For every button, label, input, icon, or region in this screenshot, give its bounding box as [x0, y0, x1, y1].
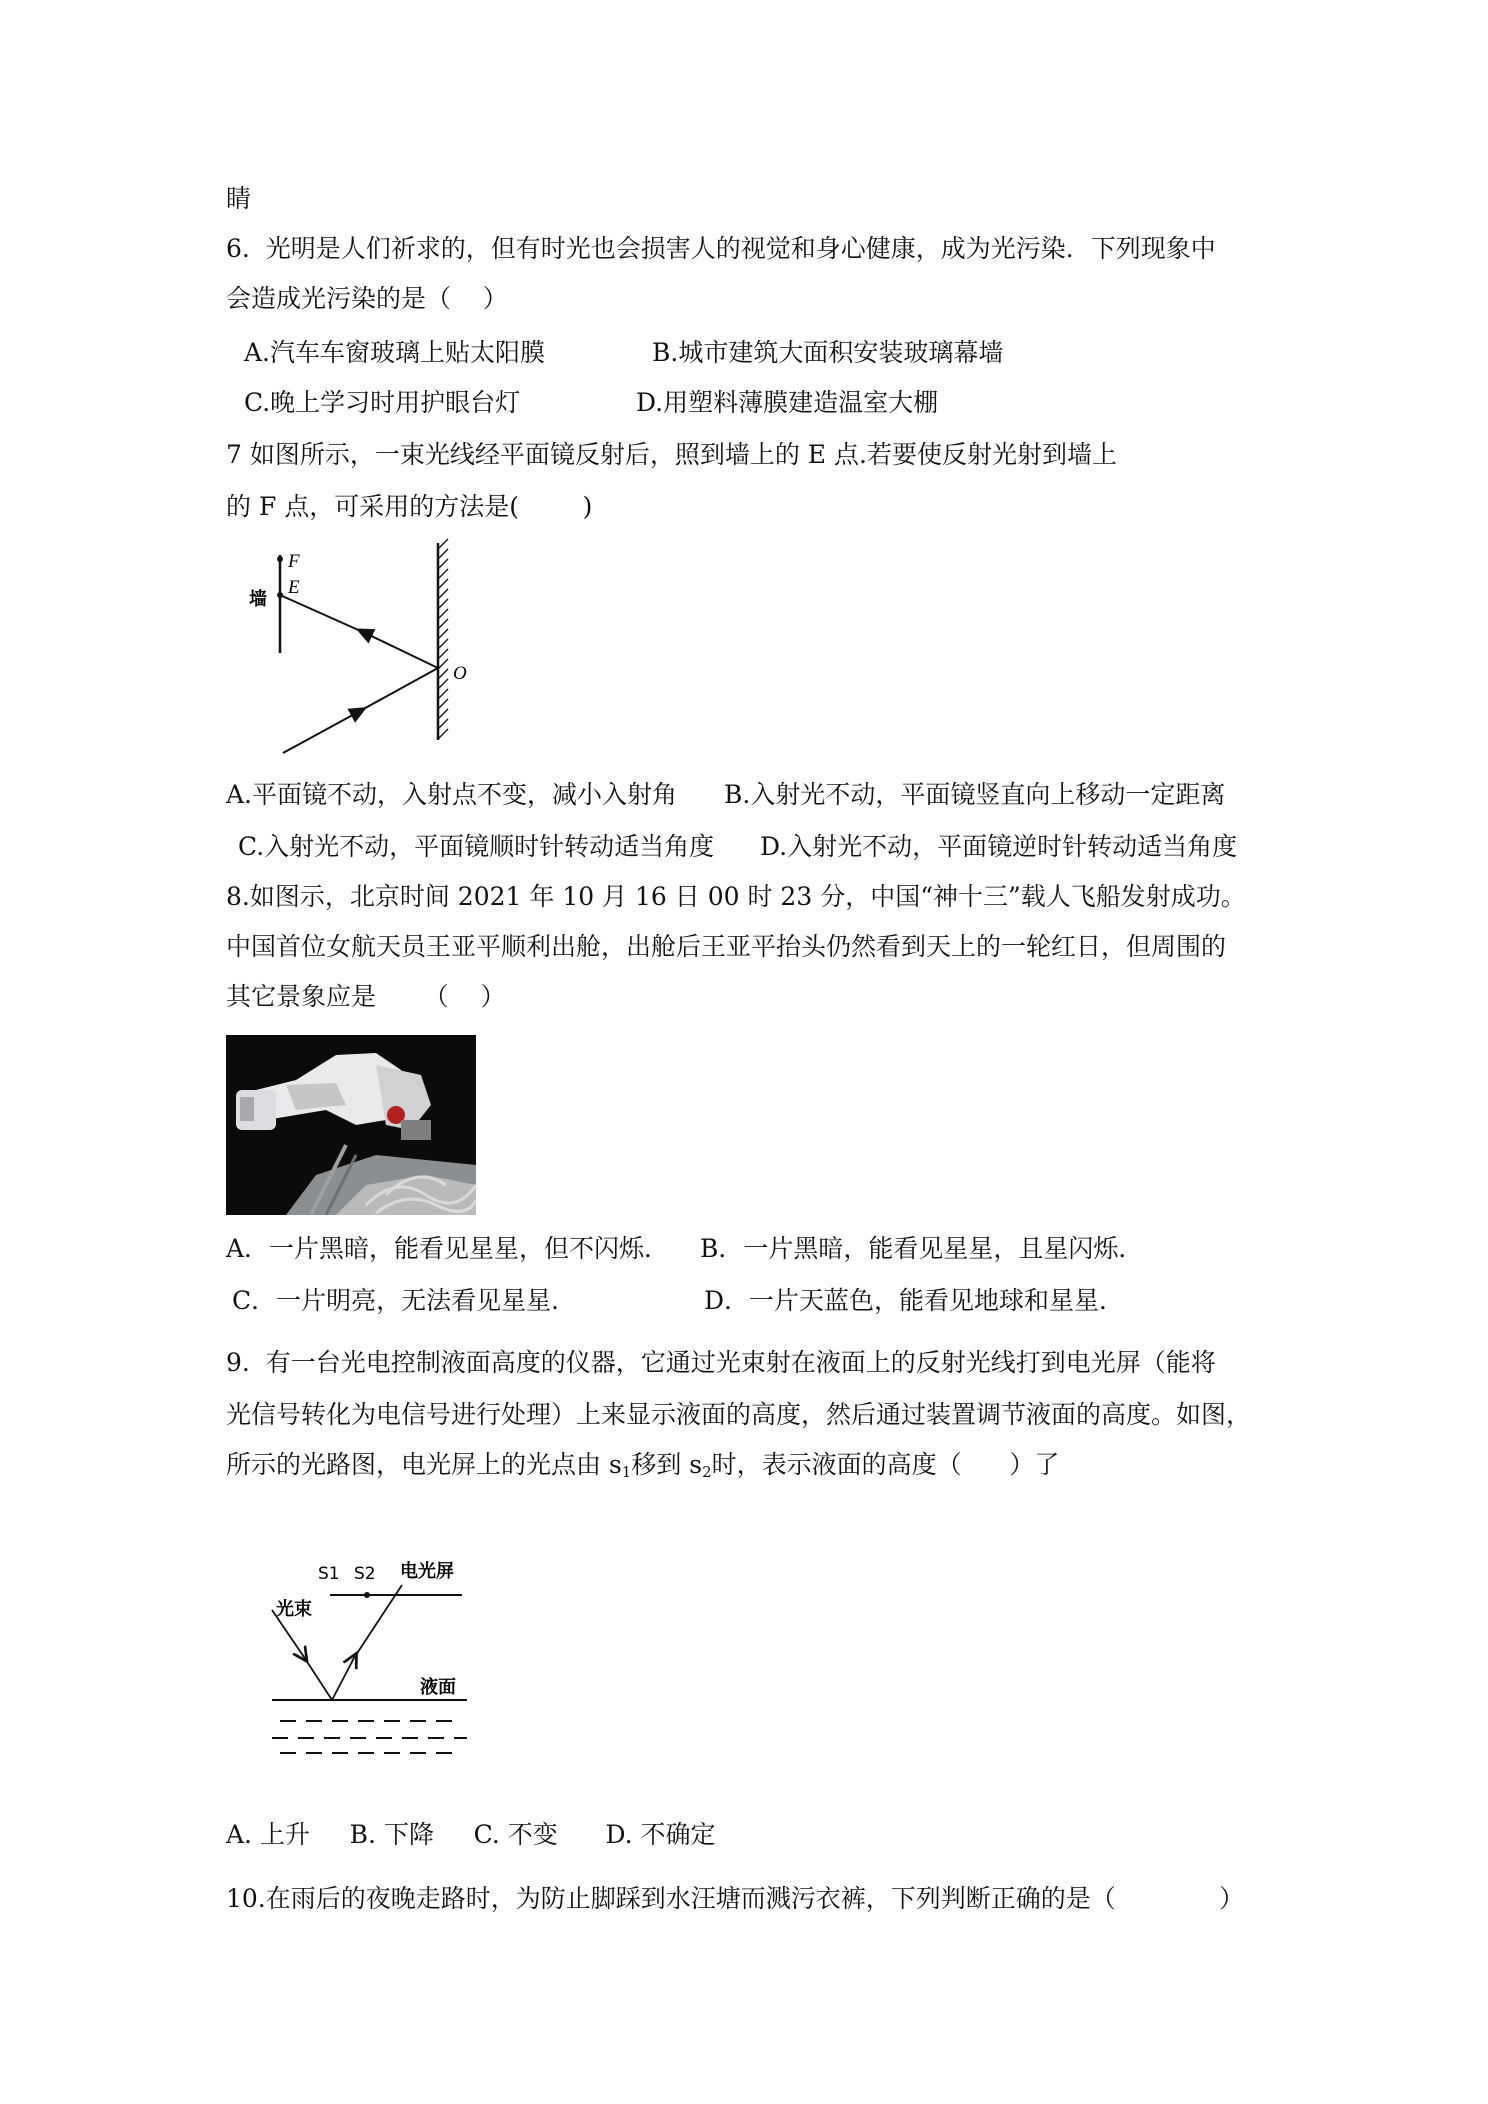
q7-option-b: B.入射光不动，平面镜竖直向上移动一定距离 — [724, 780, 1226, 809]
page-fragment-text: 睛 — [226, 184, 252, 213]
q6-stem-line2: 会造成光污染的是（ ） — [226, 284, 508, 313]
q9-stem-line1: 9. 有一台光电控制液面高度的仪器，它通过光束射在液面上的反射光线打到电光屏（能将 — [226, 1348, 1216, 1377]
q8-option-d: D．一片天蓝色，能看见地球和星星． — [704, 1286, 1125, 1315]
label-e: E — [288, 577, 300, 598]
q6-option-a: A.汽车车窗玻璃上贴太阳膜 — [244, 338, 546, 367]
beam-reflected — [332, 1658, 354, 1700]
q6-option-d: D.用塑料薄膜建造温室大棚 — [636, 388, 939, 417]
q7-option-c: C.入射光不动，平面镜顺时针转动适当角度 — [238, 832, 715, 861]
label-s2: S2 — [354, 1564, 376, 1584]
q6-stem-line1: 6. 光明是人们祈求的，但有时光也会损害人的视觉和身心健康，成为光污染．下列现象中 — [226, 234, 1216, 263]
reflected-ray — [363, 632, 438, 668]
point-f — [277, 556, 283, 562]
q9-stem-line3: 所示的光路图，电光屏上的光点由 $s_1$移到 $s_2$时，表示液面的高度（ ）了 — [226, 1450, 1060, 1481]
label-f: F — [288, 551, 300, 572]
liquid-dashes — [272, 1721, 467, 1753]
q9-light-path-diagram — [262, 1555, 502, 1755]
q7-mirror-diagram — [238, 535, 488, 760]
q8-option-c: C．一片明亮，无法看见星星． — [232, 1286, 577, 1315]
q8-stem-line3: 其它景象应是 （ ） — [226, 982, 506, 1011]
q9-options: A. 上升 B. 下降 C. 不变 D. 不确定 — [226, 1820, 716, 1849]
q6-option-b: B.城市建筑大面积安装玻璃幕墙 — [652, 338, 1004, 367]
q10-stem-line1: 10.在雨后的夜晚走路时，为防止脚踩到水汪塘而溅污衣裤，下列判断正确的是（ ） — [226, 1884, 1245, 1913]
q6-option-c: C.晚上学习时用护眼台灯 — [244, 388, 521, 417]
q8-stem-line1: 8.如图示，北京时间 2021 年 10 月 16 日 00 时 23 分，中国“神十三”载人飞船发射成功。 — [226, 882, 1246, 911]
label-beam: 光束 — [276, 1599, 312, 1620]
q8-stem-line2: 中国首位女航天员王亚平顺利出舱，出舱后王亚平抬头仍然看到天上的一轮红日，但周围的 — [226, 932, 1227, 961]
q9-stem-line2: 光信号转化为电信号进行处理）上来显示液面的高度，然后通过装置调节液面的高度。如图， — [226, 1400, 1252, 1429]
q7-stem-line1: 7 如图所示，一束光线经平面镜反射后，照到墙上的 E 点.若要使反射光射到墙上 — [226, 440, 1117, 469]
point-s2 — [364, 1592, 370, 1598]
label-o: O — [453, 663, 467, 684]
mirror-hatching — [438, 539, 448, 739]
q8-option-a: A．一片黑暗，能看见星星，但不闪烁． — [226, 1234, 670, 1263]
q7-stem-line2: 的 F 点，可采用的方法是( ) — [226, 492, 593, 521]
q8-option-b: B．一片黑暗，能看见星星，且星闪烁． — [700, 1234, 1144, 1263]
label-liquid: 液面 — [420, 1677, 456, 1698]
label-wall: 墙 — [249, 589, 267, 610]
q7-option-d: D.入射光不动，平面镜逆时针转动适当角度 — [760, 832, 1238, 861]
astronaut-spacewalk-photo — [226, 1035, 476, 1215]
q7-option-a: A.平面镜不动，入射点不变，减小入射角 — [226, 780, 678, 809]
incident-ray — [283, 711, 360, 753]
label-s1: S1 — [318, 1564, 340, 1584]
label-screen: 电光屏 — [400, 1561, 454, 1582]
